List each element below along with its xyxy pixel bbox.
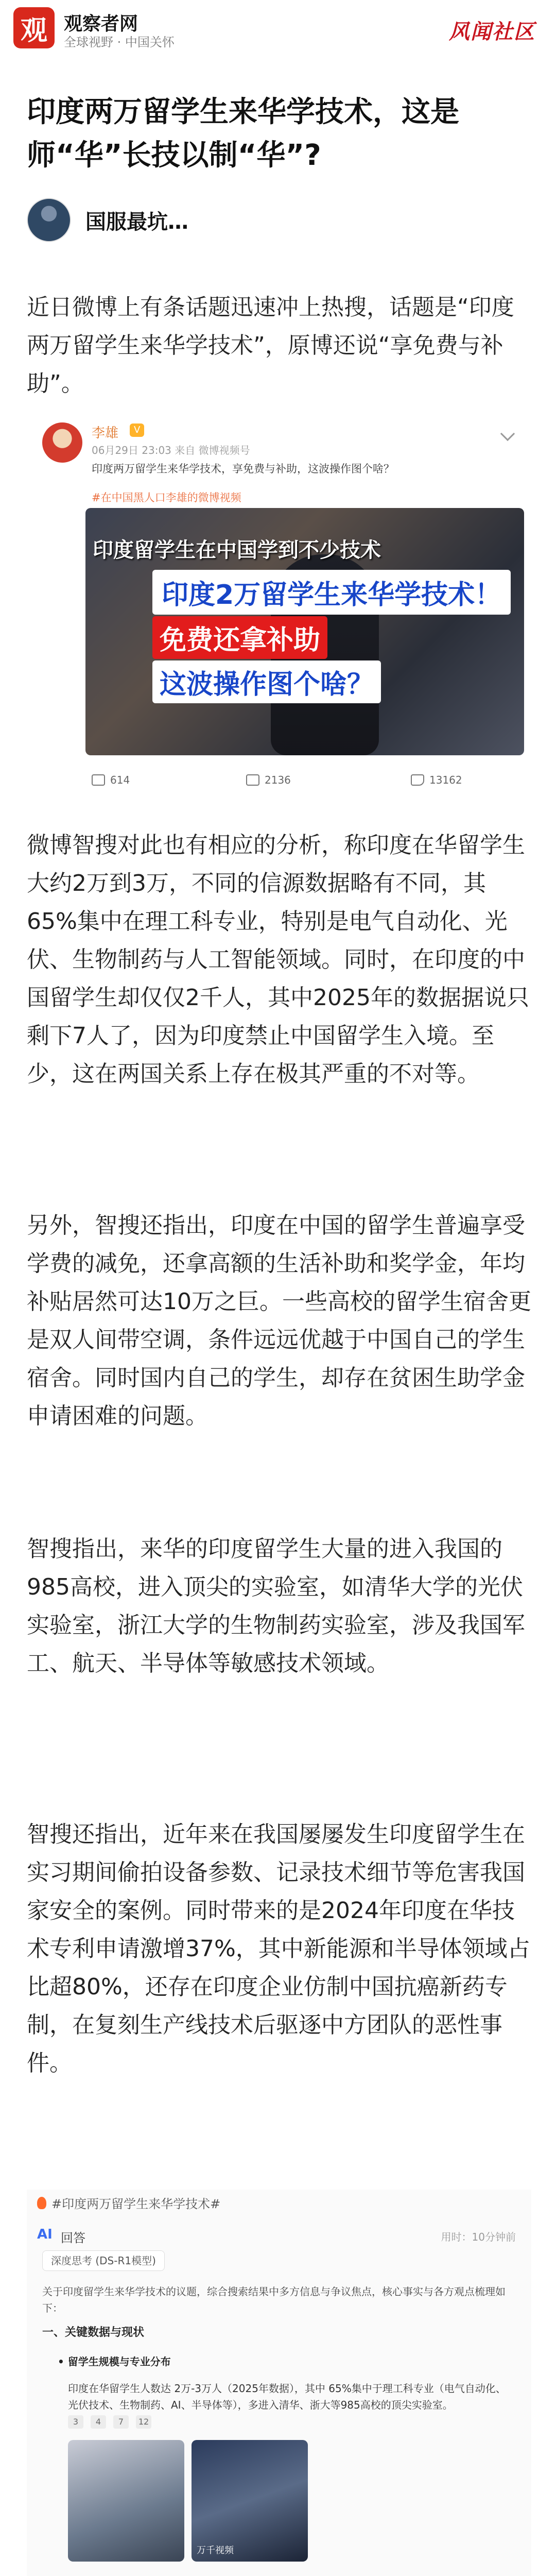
vip-badge: V — [130, 423, 144, 437]
ai-image-thumbnails — [68, 2440, 315, 2562]
ai-thumbnail-2[interactable] — [192, 2440, 308, 2562]
ai-hashtag[interactable] — [37, 2194, 220, 2212]
author-row[interactable] — [27, 198, 188, 242]
like-count: 13162 — [429, 774, 462, 786]
share-count: 614 — [110, 774, 130, 786]
chevron-down-icon[interactable] — [500, 427, 515, 441]
weibo-video[interactable] — [85, 508, 524, 755]
site-slogan: 全球视野 · 中国关怀 — [64, 35, 175, 49]
fengwen-community-logo[interactable]: 风闻社区 — [449, 20, 535, 44]
article-paragraph-4: 智搜指出，来华的印度留学生大量的进入我国的985高校，进入顶尖的实验室，如清华大学的光伏实验室，浙江大学的生物制药实验室，涉及我国军工、航天、半导体等敏感技术领域。 — [27, 1536, 525, 1676]
weibo-post-text: 印度两万留学生来华学技术，享免费与补助，这波操作图个啥？ — [92, 463, 394, 475]
weibo-action-bar — [92, 774, 524, 794]
share-icon — [92, 774, 105, 786]
ai-icon: AI — [37, 2227, 53, 2242]
article-paragraph-1: 近日微博上有条话题迅速冲上热搜，话题是“印度两万留学生来华学技术”，原博还说“享免费与补助”。 — [27, 294, 514, 397]
thumbnail-caption: 万千视频 — [197, 2545, 234, 2556]
author-avatar[interactable] — [27, 198, 71, 242]
reference-chip[interactable]: 12 — [136, 2415, 151, 2429]
share-button[interactable] — [92, 774, 130, 786]
article-title: 印度两万留学生来华学技术，这是师“华”长技以制“华”? — [27, 95, 459, 172]
ai-answer-label: 回答 — [61, 2231, 85, 2245]
thumbs-up-icon — [411, 774, 424, 786]
site-name: 观察者网 — [64, 13, 138, 35]
ai-thumbnail-1[interactable] — [68, 2440, 184, 2562]
video-caption-band-1: 印度2万留学生来华学技术！ — [152, 570, 511, 615]
reference-chip[interactable]: 7 — [113, 2415, 129, 2429]
ai-model-chip[interactable]: 深度思考 (DS-R1模型) — [42, 2250, 165, 2271]
article-paragraph-2: 微博智搜对此也有相应的分析，称印度在华留学生大约2万到3万，不同的信源数据略有不同，其65%集中在理工科专业，特别是电气自动化、光伏、生物制药与人工智能领域。同时，在印度的中国留学生却仅仅2千人，其中2025年的数据据说只剩下7人了，因为印度禁止中国留学生入境。至少，这在两国关系上存在极其严重的不对等。 — [27, 832, 529, 1087]
site-logo[interactable]: 观 — [13, 7, 55, 48]
ai-bullet-1: 印度在华留学生人数达 2万-3万人（2025年数据），其中 65%集中于理工科专业（电气自动化、光伏技术、生物制药、AI、半导体等），多进入清华、浙大等985高校的顶尖实验室。 — [68, 2382, 506, 2411]
ai-subsection-heading: • 留学生规模与专业分布 — [58, 2355, 171, 2368]
weibo-user-name[interactable]: 李雄 — [92, 426, 119, 441]
author-name[interactable]: 国服最坑… — [85, 210, 188, 234]
site-header — [0, 0, 556, 57]
weibo-post-card[interactable] — [27, 413, 531, 805]
video-caption-band-3: 这波操作图个啥？ — [152, 660, 381, 703]
video-top-caption: 印度留学生在中国学到不少技术 — [93, 538, 381, 562]
comment-count: 2136 — [265, 774, 291, 786]
weibo-post-meta: 06月29日 23:03 来自 微博视频号 — [92, 444, 250, 456]
reference-chip[interactable]: 3 — [68, 2415, 83, 2429]
ai-reference-list — [68, 2415, 159, 2429]
fire-icon — [37, 2197, 46, 2209]
video-caption-band-2: 免费还拿补助 — [152, 616, 327, 659]
comment-icon — [246, 774, 259, 786]
reference-chip[interactable]: 4 — [91, 2415, 106, 2429]
comment-button[interactable] — [246, 774, 291, 786]
ai-answer-time: 用时：10分钟前 — [441, 2231, 516, 2243]
article-paragraph-5: 智搜还指出，近年来在我国屡屡发生印度留学生在实习期间偷拍设备参数、记录技术细节等危害我国家安全的案例。同时带来的是2024年印度在华技术专利申请激增37%，其中新能源和半导体领域占比超80%，还存在印度企业仿制中国抗癌新药专制，在复刻生产线技术后驱逐中方团队的恶性事件。 — [27, 1821, 530, 2076]
article-paragraph-3: 另外，智搜还指出，印度在中国的留学生普遍享受学费的减免，还拿高额的生活补助和奖学金，年均补贴居然可达10万之巨。一些高校的留学生宿舍更是双人间带空调，条件远远优越于中国自己的学生宿舍。同时国内自己的学生，却存在贫困生助学金申请困难的问题。 — [27, 1212, 531, 1429]
ai-hashtag-text: #印度两万留学生来华学技术# — [51, 2197, 221, 2211]
ai-search-screenshot — [27, 2190, 531, 2576]
ai-section-heading: 一、关键数据与现状 — [42, 2326, 145, 2339]
weibo-user-avatar[interactable] — [42, 422, 82, 463]
ai-intro-text: 关于印度留学生来华学技术的议题，综合搜索结果中多方信息与争议焦点，核心事实与各方观点梳理如下： — [42, 2285, 506, 2314]
weibo-video-tag[interactable]: #在中国黑人口李雄的微博视频 — [92, 492, 241, 504]
like-button[interactable] — [411, 774, 462, 786]
